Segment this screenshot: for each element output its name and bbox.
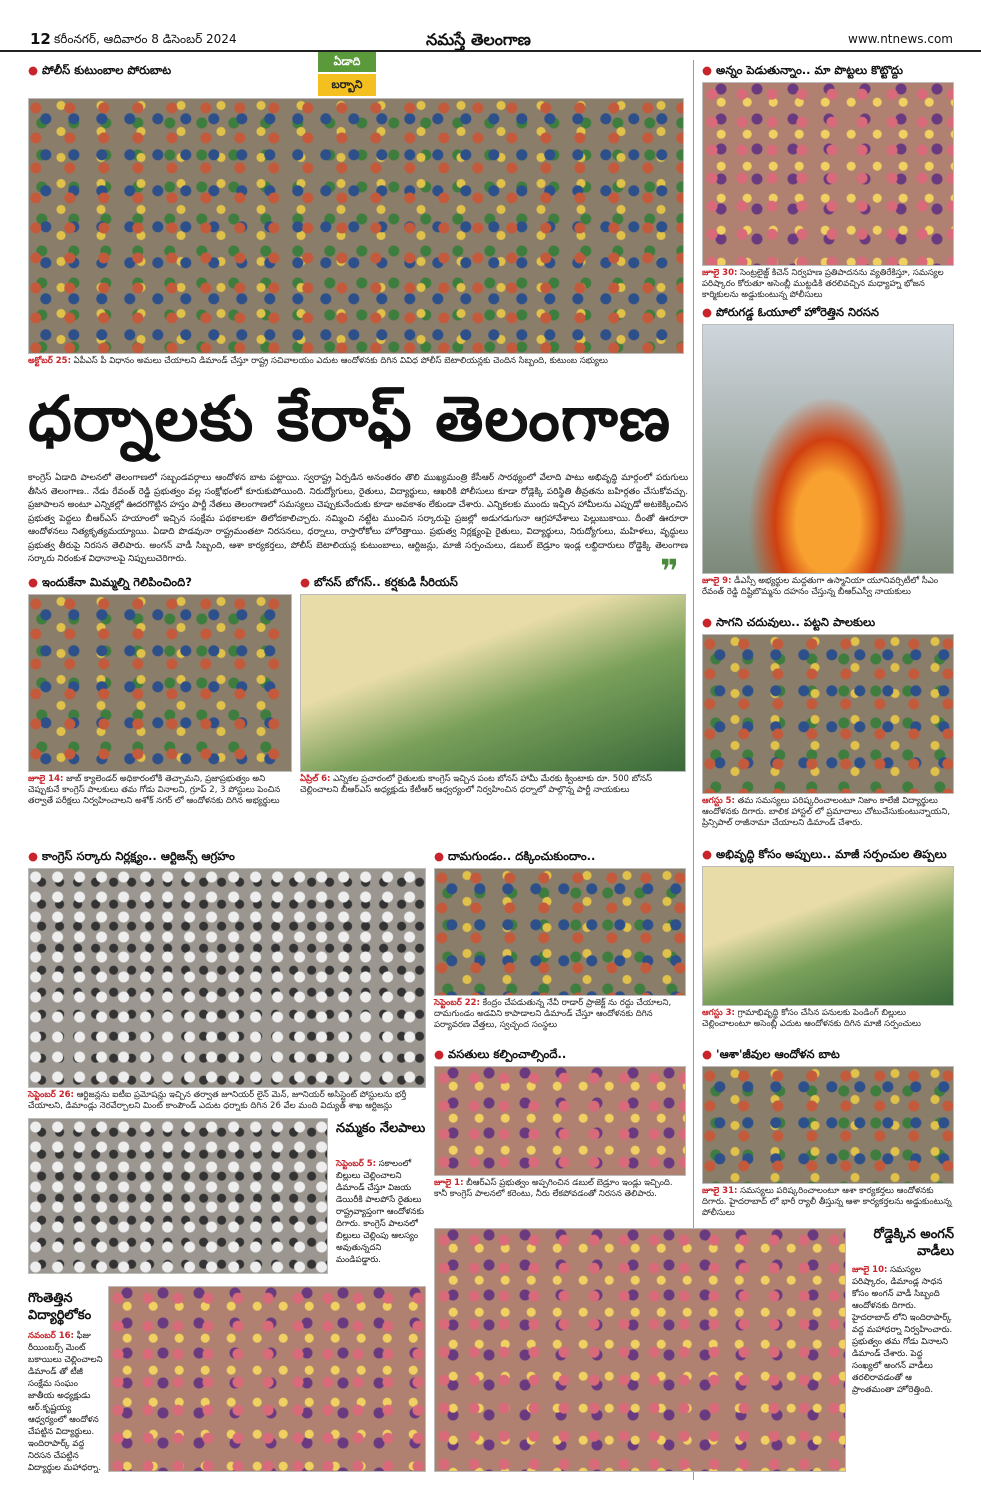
story-photo bbox=[300, 594, 686, 772]
lead-photo bbox=[28, 98, 684, 354]
sidebar-photo bbox=[702, 82, 954, 266]
sidebar-photo bbox=[702, 324, 954, 574]
lead-heading: ● పోలీస్ కుటుంబాల పోరుబాట bbox=[28, 63, 172, 77]
story-photo bbox=[434, 1066, 686, 1176]
story-heading: గొంతెత్తిన విద్యార్థిలోకం bbox=[28, 1291, 92, 1323]
sidebar-caption: జూలై 30: సెంట్రలైజ్డ్ కిచెన్ నిర్వహణ ప్రతిపాదనను వ్యతిరేకిస్తూ, సమస్యల పరిష్కారం కోరుతూ అసెంబ్లీ ముట్టడికి తరలివచ్చిన మధ్యాహ్న భోజన కార్మికులను అడ్డుకుంటున్న పోలీసులు bbox=[702, 268, 944, 300]
sidebar-photo bbox=[702, 634, 954, 794]
sidebar-heading: ● పోరుగడ్డ ఓయూలో హోరెత్తిన నిరసన bbox=[702, 305, 879, 319]
sidebar-caption: జూలై 9: డీఎస్సీ అభ్యర్థుల మద్దతుగా ఉస్మానియా యూనివర్సిటీలో సీఎం రేవంత్ రెడ్డి దిష్టిబొమ్మను దహనం చేస్తున్న బీఆర్ఎస్వీ నాయకులు bbox=[702, 576, 939, 597]
lead-caption: అక్టోబర్ 25: ఏపీఎస్ పీ విధానం అమలు చేయాలని డిమాండ్ చేస్తూ రాష్ట్ర సచివాలయం ఎదుట ఆందోళనకు దిగిన వివిధ పోలీస్ బెటాలియన్లకు చెందిన సిబ్బంది, కుటుంబ సభ్యులు bbox=[28, 356, 608, 366]
sidebar-caption: జూలై 31: సమస్యలు పరిష్కరించాలంటూ ఆశా కార్యకర్తలు ఆందోళనకు దిగారు. హైదరాబాద్ లో భారీ ర్యాలీ తీస్తున్న ఆశా కార్యకర్తలను అడ్డుకుంటున్న పోలీసులు bbox=[702, 1186, 952, 1218]
page-number: 12 bbox=[30, 30, 51, 48]
story-caption: జూలై 14: జాబ్ క్యాలెండర్ అధికారంలోకి తెచ్చామని, ప్రజాప్రభుత్వం అని చెప్పుకునే కాంగ్రెస్ పాలకులు తమ గోడు వినాలని, గ్రూప్ 2, 3 పోస్టులు పెంచిన తర్వాతే పరీక్షలు నిర్వహించాలని అశోక్ నగర్ లో ఆందోళనకు దిగిన అభ్యర్థులు bbox=[28, 774, 281, 806]
website[interactable]: www.ntnews.com bbox=[848, 32, 953, 46]
logo-line2: బర్బాని bbox=[318, 74, 376, 96]
story-photo bbox=[108, 1286, 426, 1472]
story-heading: రోడ్డెక్కిన అంగన్ వాడీలు bbox=[873, 1227, 954, 1259]
story-photo bbox=[28, 868, 426, 1088]
intro-paragraph: కాంగ్రెస్ ఏడాది పాలనలో తెలంగాణలో సబ్బండవర్గాలు ఆందోళన బాట పట్టాయి. స్వరాష్ట్ర ఏర్పడిన అనంతరం తొలి ముఖ్యమంత్రి కేసీఆర్ సారథ్యంలో వేలాది పాటు అభివృద్ధి మార్గంలో పరుగులు తీసిన తెలంగాణ.. నేడు రేవంత్ రెడ్డి ప్రభుత్వం వల్ల సంక్షోభంలో కూరుకుపోయింది. నిరుద్యోగులు, రైతులు, విద్యార్థులు, ఆఖరికి పోలీసులు కూడా రోడ్లెక్కి పరిస్థితి తీవ్రతను బహిర్గతం చేసుకోవచ్చు. ప్రజాపాలన అంటూ ఎన్నికల్లో ఊదరగొట్టిన హస్తం పార్టీ నేతలు తెలంగాణలో సమస్యలు చెప్పుకునేందుకు కూడా అవకాశం లేకుండా చేశారు. ఎన్నికలకు ముందు ఇచ్చిన హామీలను ఎప్పుడో అటకెక్కించిన ప్రభుత్వ పెద్దలు బీఆర్ఎస్ హయాంలో ఇచ్చిన సంక్షేమ పథకాలకూ తిలోదకాలిచ్చారు. నమ్మించి నట్టేట ముంచిన సర్కారుపై ప్రజల్లో అడుగడుగునా ఆగ్రహావేశాలు పెల్లుబుకాయి. దీంతో ఊరూరా ఆందోళనలు నిత్యకృత్యమయ్యాయి. ఏడాది పొడవునా రాష్ట్రమంతటా నిరసనలు, ధర్నాలు, రాస్తారోకోలు హోరెత్తాయి. ప్రభుత్వ నిర్లక్ష్యంపై రైతులు, విద్యార్థులు, నిరుద్యోగులు, మహిళలు, వృద్ధులు ప్రభుత్వ తీరుపై నిరసన తెలిపారు. అంగన్ వాడీ సిబ్బంది, ఆశా కార్యకర్తలు, పోలీస్ బెటాలియన్ల కుటుంబాలు, ఆర్టిజన్లు, మాజీ సర్పంచులు, డబుల్ బెడ్రూం ఇండ్ల లబ్దిదారులు రోడ్డెక్కి తెలంగాణ సర్కారు నిరంకుశ విధానాలపై నిప్పులుచెరిగారు. bbox=[28, 473, 688, 564]
logo-line1: ఏడాది bbox=[318, 52, 376, 72]
story-heading: నమ్మకం నేలపాలు bbox=[336, 1121, 426, 1136]
story-caption: సెప్టెంబర్ 26: ఆర్టిజన్లను ఐటీఐ ప్రమోషన్లు ఇచ్చిన తర్వాత జూనియర్ లైన్ మెన్, జూనియర్ అసిస్టెంట్ పోస్టులను భర్తీ చేయాలని, డిమాండ్లు నెరవేర్చాలని మింట్ కాంపౌండ్ ఎదుట ధర్నాకు దిగిన 26 వేల మంది విద్యుత్ శాఖ ఆర్టిజన్లు bbox=[28, 1090, 407, 1111]
story-photo bbox=[434, 1228, 846, 1472]
section-logo bbox=[318, 52, 376, 96]
story-photo bbox=[28, 1118, 328, 1274]
masthead: నమస్తే తెలంగాణ bbox=[426, 30, 531, 49]
story-caption: ఏప్రిల్ 6: ఎన్నికల ప్రచారంలో రైతులకు కాంగ్రెస్ ఇచ్చిన పంట బోనస్ హామీ మేరకు క్వింటాకు రూ. 500 బోనస్ చెల్లించాలని బీఆర్ఎస్ అధ్యక్షుడు కేటీఆర్ ఆధ్వర్యంలో నిర్వహించిన ధర్నాలో పాల్గొన్న పార్టీ నాయకులు bbox=[300, 774, 652, 795]
story-caption: జూలై 10: సమస్యల పరిష్కారం, డిమాండ్ల సాధన కోసం అంగన్ వాడీ సిబ్బంది ఆందోళనకు దిగారు. హైదరాబాద్ లోని ఇందిరాపార్క్ వద్ద మహాధర్నా నిర్వహించారు. ప్రభుత్వం తమ గోడు వినాలని డిమాండ్ చేశారు. పెద్ద సంఖ్యలో అంగన్ వాడీలు తరలిరావడంతో ఆ ప్రాంతమంతా హోరెత్తింది. bbox=[852, 1265, 953, 1395]
story-caption: జూలై 1: బీఆర్ఎస్ ప్రభుత్వం అప్పగించిన డబుల్ బెడ్రూం ఇండ్లు ఇచ్చింది. కానీ కాంగ్రెస్ పాలనలో కరెంటు, నీరు లేకపోవడంతో నిరసన తెలిపారు. bbox=[434, 1178, 673, 1199]
story-heading: ● ఇందుకేనా మిమ్మల్ని గెలిపించింది? bbox=[28, 575, 192, 589]
sidebar-heading: ● అన్నం పెడుతున్నాం.. మా పొట్టలు కొట్టొద్దు bbox=[702, 63, 903, 77]
main-headline: ధర్నాలకు కేరాఫ్ తెలంగాణ bbox=[28, 382, 672, 455]
story-heading: ● కాంగ్రెస్ సర్కారు నిర్లక్ష్యం.. ఆర్టిజన్స్ ఆగ్రహం bbox=[28, 849, 235, 863]
story-caption: నవంబర్ 16: ఫీజు రీయింబర్స్ మెంట్ బకాయిలు చెల్లించాలని డిమాండ్ తో టీజీ సంక్షేమ సంఘం జాతీయ అధ్యక్షుడు ఆర్.కృష్ణయ్య ఆధ్వర్యంలో ఆందోళన చేపట్టిన విద్యార్థులు. ఇందిరాపార్క్ వద్ద నిరసన చేపట్టిన విద్యార్థుల మహాధర్నా. bbox=[28, 1331, 103, 1473]
sidebar-caption: ఆగస్టు 3: గ్రామాభివృద్ధి కోసం చేసిన పనులకు పెండింగ్ బిల్లులు చెల్లించాలంటూ అసెంబ్లీ ఎదుట ఆందోళనకు దిగిన మాజీ సర్పంచులు bbox=[702, 1008, 921, 1029]
story-heading: ● దామగుండం.. దక్కించుకుందాం.. bbox=[434, 849, 596, 863]
story-photo bbox=[434, 868, 686, 996]
sidebar-photo bbox=[702, 1066, 954, 1184]
story-heading: ● బోనస్ బోగస్.. కర్షకుడి సీరియస్ bbox=[300, 575, 458, 589]
sidebar-heading: ● అభివృద్ధి కోసం అప్పులు.. మాజీ సర్పంచుల తిప్పలు bbox=[702, 847, 947, 861]
sidebar-caption: ఆగస్టు 5: తమ సమస్యలు పరిష్కరించాలంటూ నిజాం కాలేజీ విద్యార్థులు ఆందోళనకు దిగారు. బాలిక హాస్టల్ లో ప్రమాదాలు చోటుచేసుకుంటున్నాయని, ప్రిన్సిపాల్ రాజీనామా చేయాలని డిమాండ్ చేశారు. bbox=[702, 796, 951, 828]
story-heading: ● వసతులు కల్పించాల్సిందే.. bbox=[434, 1047, 567, 1061]
edition-date: కరీంనగర్, ఆదివారం 8 డిసెంబర్ 2024 bbox=[54, 32, 237, 46]
story-caption: సెప్టెంబర్ 5: సకాలంలో బిల్లులు చెల్లించాలని డిమాండ్ చేస్తూ విజయ డెయిరీకి పాలపోసే రైతులు రాష్ట్రవ్యాప్తంగా ఆందోళనకు దిగారు. కాంగ్రెస్ పాలనలో బిల్లులు చెల్లింపు ఆలస్యం అవుతున్నదని మండిపడ్డారు. bbox=[336, 1159, 424, 1265]
sidebar-photo bbox=[702, 866, 954, 1006]
story-photo bbox=[28, 594, 292, 772]
sidebar-heading: ● 'ఆశా'జీవుల ఆందోళన బాట bbox=[702, 1047, 840, 1061]
sidebar-heading: ● సాగని చదువులు.. పట్టని పాలకులు bbox=[702, 615, 876, 629]
quote-mark-icon: ❞ bbox=[660, 552, 679, 590]
story-caption: సెప్టెంబర్ 22: కేంద్రం చేపడుతున్న నేవీ రాడార్ ప్రాజెక్ట్ ను రద్దు చేయాలని, దామగుండం అడవిని కాపాడాలని డిమాండ్ చేస్తూ ఆందోళనకు దిగిన పర్యావరణ వేత్తలు, స్వచ్ఛంద సంస్థలు bbox=[434, 998, 672, 1030]
page-header bbox=[0, 0, 981, 52]
